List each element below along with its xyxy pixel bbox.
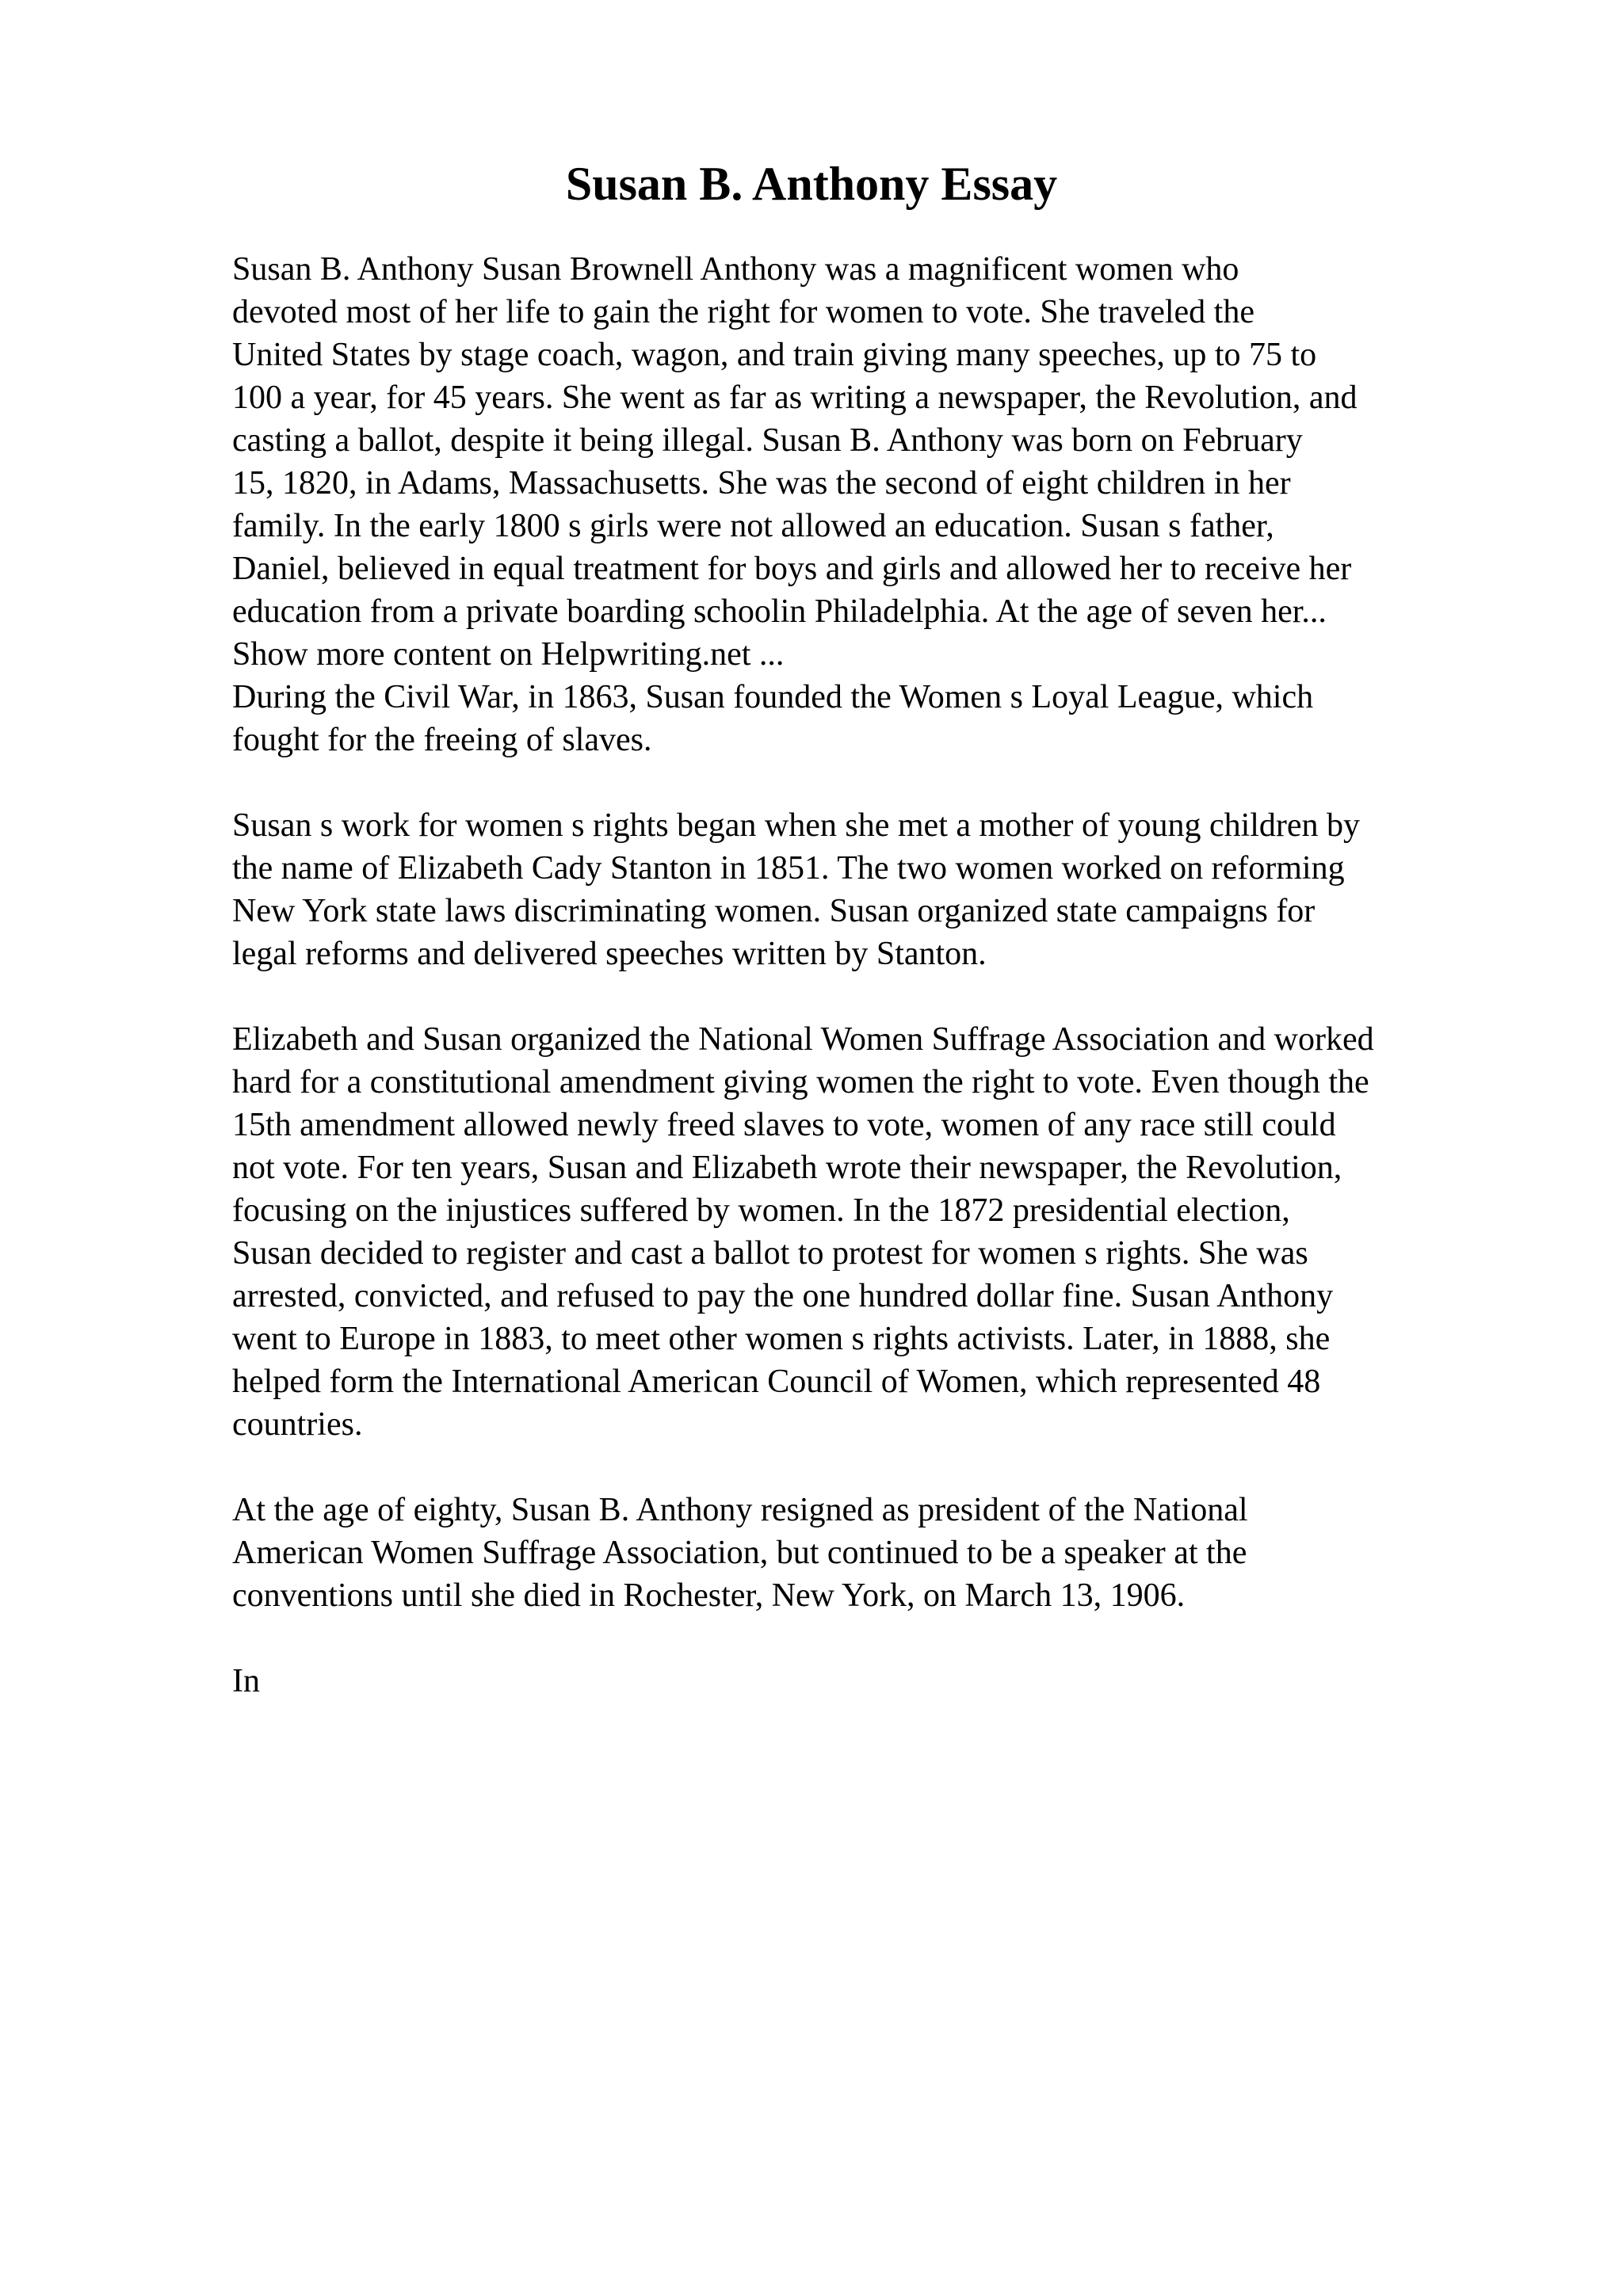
show-more-line: Show more content on Helpwriting.net ... xyxy=(232,636,785,673)
text-line: fought for the freeing of slaves. xyxy=(232,722,652,758)
text-line: hard for a constitutional amendment giving women the right to vote. Even though the xyxy=(232,1064,1369,1100)
text-line: 15, 1820, in Adams, Massachusetts. She was the second of eight children in her xyxy=(232,465,1291,502)
paragraph-gap xyxy=(232,975,1595,1018)
text-line: casting a ballot, despite it being illegal. Susan B. Anthony was born on February xyxy=(232,422,1303,459)
text-line: helped form the International American Council of Women, which represented 48 xyxy=(232,1363,1321,1400)
paragraph-4 xyxy=(232,1489,1595,1617)
paragraph-gap xyxy=(232,1446,1595,1489)
text-line: 100 a year, for 45 years. She went as far as writing a newspaper, the Revolution, and xyxy=(232,379,1358,416)
essay-body xyxy=(232,248,1595,1703)
paragraph-3 xyxy=(232,1018,1595,1446)
text-line: legal reforms and delivered speeches written by Stanton. xyxy=(232,936,987,972)
paragraph-5 xyxy=(232,1660,1595,1703)
text-line: arrested, convicted, and refused to pay the one hundred dollar fine. Susan Anthony xyxy=(232,1278,1334,1314)
text-line: devoted most of her life to gain the right for women to vote. She traveled the xyxy=(232,294,1254,330)
text-line: focusing on the injustices suffered by women. In the 1872 presidential election, xyxy=(232,1192,1290,1229)
text-line: 15th amendment allowed newly freed slaves to vote, women of any race still could xyxy=(232,1107,1336,1143)
text-line: Elizabeth and Susan organized the National Women Suffrage Association and worked xyxy=(232,1021,1374,1058)
paragraph-gap xyxy=(232,761,1595,804)
text-line: not vote. For ten years, Susan and Elizabeth wrote their newspaper, the Revolution, xyxy=(232,1150,1342,1186)
paragraph-gap xyxy=(232,1617,1595,1660)
text-line: Susan s work for women s rights began when she met a mother of young children by xyxy=(232,807,1361,844)
text-line: went to Europe in 1883, to meet other women s rights activists. Later, in 1888, she xyxy=(232,1321,1331,1357)
essay-title: Susan B. Anthony Essay xyxy=(565,158,1058,210)
paragraph-2 xyxy=(232,804,1595,975)
text-line: At the age of eighty, Susan B. Anthony resigned as president of the National xyxy=(232,1492,1248,1528)
text-line: In xyxy=(232,1663,260,1699)
text-line: United States by stage coach, wagon, and train giving many speeches, up to 75 to xyxy=(232,337,1317,373)
text-line: Daniel, believed in equal treatment for boys and girls and allowed her to receive her xyxy=(232,551,1352,587)
text-line: family. In the early 1800 s girls were not allowed an education. Susan s father, xyxy=(232,508,1274,544)
text-line: conventions until she died in Rochester, New York, on March 13, 1906. xyxy=(232,1577,1186,1614)
text-line: education from a private boarding schoolin Philadelphia. At the age of seven her... xyxy=(232,593,1327,630)
text-line: New York state laws discriminating women. Susan organized state campaigns for xyxy=(232,893,1316,929)
paragraph-1 xyxy=(232,248,1595,761)
text-line: the name of Elizabeth Cady Stanton in 1851. The two women worked on reforming xyxy=(232,850,1345,887)
text-line: During the Civil War, in 1863, Susan founded the Women s Loyal League, which xyxy=(232,679,1314,715)
text-line: Susan B. Anthony Susan Brownell Anthony was a magnificent women who xyxy=(232,251,1239,288)
text-line: countries. xyxy=(232,1406,363,1443)
text-line: American Women Suffrage Association, but continued to be a speaker at the xyxy=(232,1535,1247,1571)
text-line: Susan decided to register and cast a ballot to protest for women s rights. She was xyxy=(232,1235,1308,1272)
